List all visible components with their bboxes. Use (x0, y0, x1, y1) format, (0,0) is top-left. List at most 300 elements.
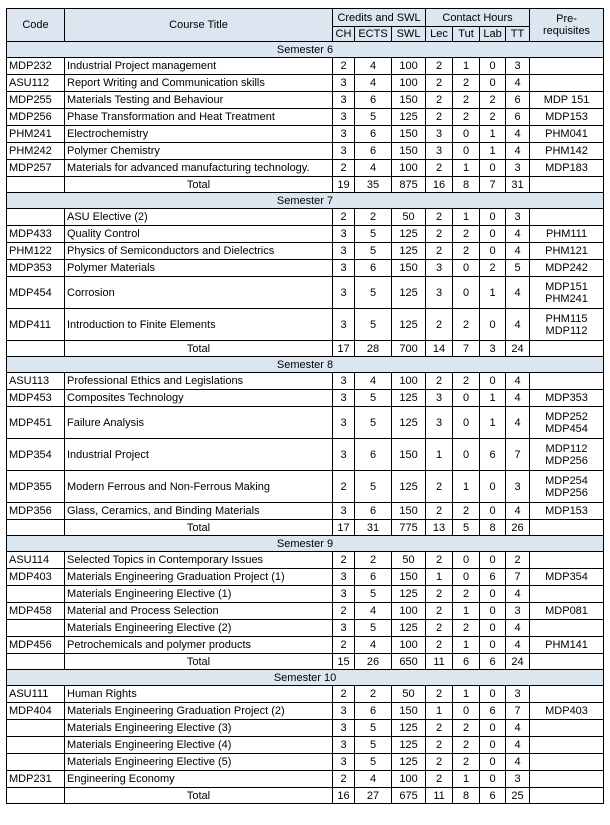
course-ects: 2 (355, 552, 392, 569)
course-title: Introduction to Finite Elements (65, 309, 333, 341)
course-row (7, 620, 604, 637)
course-title-header: Course Title (65, 9, 333, 42)
semester-header-row (7, 42, 604, 58)
course-lec: 2 (426, 92, 453, 109)
course-tut: 0 (453, 439, 480, 471)
course-lab: 0 (480, 771, 506, 788)
course-ects: 6 (355, 126, 392, 143)
course-ects: 6 (355, 703, 392, 720)
course-lec: 2 (426, 552, 453, 569)
course-ects: 5 (355, 586, 392, 603)
course-tut: 2 (453, 109, 480, 126)
course-lab: 0 (480, 58, 506, 75)
course-prerequisites (530, 109, 604, 126)
total-ects: 26 (355, 654, 392, 670)
course-row (7, 309, 604, 341)
course-lab: 0 (480, 226, 506, 243)
course-lab: 0 (480, 75, 506, 92)
total-label: Total (65, 520, 333, 536)
course-title: Electrochemistry (65, 126, 333, 143)
course-swl: 100 (392, 373, 426, 390)
course-title: Materials Engineering Graduation Project (1) (65, 569, 333, 586)
course-row (7, 109, 604, 126)
course-lab: 0 (480, 309, 506, 341)
total-tt: 25 (506, 788, 530, 804)
course-swl: 100 (392, 160, 426, 177)
course-title: Composites Technology (65, 390, 333, 407)
course-swl: 125 (392, 243, 426, 260)
course-prerequisites (530, 620, 604, 637)
course-title: Quality Control (65, 226, 333, 243)
course-tt: 4 (506, 503, 530, 520)
course-lab: 1 (480, 143, 506, 160)
prerequisite-code: PHM111 (545, 228, 588, 240)
course-ects: 5 (355, 720, 392, 737)
total-lec: 16 (426, 177, 453, 193)
course-tut: 1 (453, 160, 480, 177)
total-label: Total (65, 788, 333, 804)
course-row (7, 737, 604, 754)
course-tut: 2 (453, 226, 480, 243)
course-tut: 1 (453, 58, 480, 75)
course-swl: 50 (392, 552, 426, 569)
course-prerequisites (530, 226, 604, 243)
course-tt: 4 (506, 277, 530, 309)
course-tut: 0 (453, 569, 480, 586)
course-swl: 125 (392, 226, 426, 243)
course-prerequisites (530, 92, 604, 109)
course-lec: 2 (426, 586, 453, 603)
course-lab: 0 (480, 373, 506, 390)
course-code: ASU113 (7, 373, 65, 390)
semester-header-row (7, 193, 604, 209)
prerequisite-code: MDP 151 (543, 94, 590, 106)
course-title: Polymer Chemistry (65, 143, 333, 160)
course-swl: 100 (392, 637, 426, 654)
course-tt: 3 (506, 209, 530, 226)
total-swl: 775 (392, 520, 426, 536)
course-lec: 2 (426, 686, 453, 703)
course-prerequisites (530, 75, 604, 92)
course-prerequisites (530, 586, 604, 603)
total-row (7, 788, 604, 804)
course-ch: 3 (333, 75, 355, 92)
course-swl: 150 (392, 439, 426, 471)
course-ch: 3 (333, 126, 355, 143)
course-lab: 0 (480, 243, 506, 260)
course-prerequisites (530, 439, 604, 471)
course-lec: 2 (426, 58, 453, 75)
course-code: MDP411 (7, 309, 65, 341)
course-code: MDP257 (7, 160, 65, 177)
course-code: PHM242 (7, 143, 65, 160)
course-title: Physics of Semiconductors and Dielectrics (65, 243, 333, 260)
course-lab: 2 (480, 92, 506, 109)
course-ects: 5 (355, 277, 392, 309)
course-lec: 2 (426, 503, 453, 520)
course-lec: 3 (426, 260, 453, 277)
prerequisite-code: PHM041 (545, 128, 588, 140)
course-lab: 6 (480, 439, 506, 471)
course-prerequisites (530, 471, 604, 503)
total-lab: 7 (480, 177, 506, 193)
semester-title: Semester 7 (7, 193, 604, 209)
course-lec: 2 (426, 637, 453, 654)
course-title: Phase Transformation and Heat Treatment (65, 109, 333, 126)
course-tut: 1 (453, 603, 480, 620)
course-prerequisites (530, 720, 604, 737)
course-swl: 125 (392, 471, 426, 503)
course-swl: 150 (392, 503, 426, 520)
course-ch: 2 (333, 471, 355, 503)
course-ch: 3 (333, 503, 355, 520)
course-swl: 50 (392, 686, 426, 703)
course-ch: 3 (333, 586, 355, 603)
course-title: Professional Ethics and Legislations (65, 373, 333, 390)
total-lec: 13 (426, 520, 453, 536)
course-lec: 1 (426, 703, 453, 720)
course-ects: 5 (355, 226, 392, 243)
course-title: Polymer Materials (65, 260, 333, 277)
course-lab: 0 (480, 586, 506, 603)
course-ects: 5 (355, 620, 392, 637)
course-lec: 2 (426, 226, 453, 243)
total-prereq-blank (530, 177, 604, 193)
course-lab: 6 (480, 569, 506, 586)
course-tut: 2 (453, 503, 480, 520)
total-code-blank (7, 177, 65, 193)
course-swl: 125 (392, 277, 426, 309)
course-code: MDP433 (7, 226, 65, 243)
course-tt: 3 (506, 160, 530, 177)
course-prerequisites (530, 373, 604, 390)
course-prerequisites (530, 243, 604, 260)
total-ch: 16 (333, 788, 355, 804)
total-lab: 6 (480, 654, 506, 670)
course-lec: 2 (426, 243, 453, 260)
course-lec: 2 (426, 160, 453, 177)
course-lab: 1 (480, 390, 506, 407)
course-lec: 2 (426, 603, 453, 620)
course-code: MDP404 (7, 703, 65, 720)
course-prerequisites (530, 569, 604, 586)
course-ch: 3 (333, 260, 355, 277)
course-ects: 6 (355, 143, 392, 160)
total-swl: 875 (392, 177, 426, 193)
total-prereq-blank (530, 520, 604, 536)
course-ch: 3 (333, 439, 355, 471)
course-title: Glass, Ceramics, and Binding Materials (65, 503, 333, 520)
course-tut: 0 (453, 260, 480, 277)
total-row (7, 177, 604, 193)
total-row (7, 341, 604, 357)
course-tut: 1 (453, 209, 480, 226)
total-tt: 24 (506, 341, 530, 357)
course-prerequisites (530, 686, 604, 703)
course-tut: 1 (453, 637, 480, 654)
prerequisite-code: PHM121 (545, 245, 588, 257)
course-prerequisites (530, 143, 604, 160)
lec-header: Lec (426, 27, 453, 42)
course-lab: 0 (480, 637, 506, 654)
course-code: MDP458 (7, 603, 65, 620)
semester-header-row (7, 357, 604, 373)
course-lec: 2 (426, 209, 453, 226)
course-lec: 2 (426, 737, 453, 754)
total-ch: 19 (333, 177, 355, 193)
total-row (7, 520, 604, 536)
prerequisite-code: MDP112 (545, 324, 588, 337)
course-lec: 1 (426, 569, 453, 586)
course-prerequisites (530, 737, 604, 754)
course-lec: 3 (426, 126, 453, 143)
prerequisite-code: PHM115 (545, 312, 588, 325)
course-ch: 3 (333, 737, 355, 754)
course-lab: 1 (480, 407, 506, 439)
course-prerequisites (530, 126, 604, 143)
prerequisite-code: MDP153 (545, 505, 588, 517)
total-tut: 8 (453, 788, 480, 804)
course-ects: 5 (355, 390, 392, 407)
prerequisite-code: PHM241 (545, 292, 588, 305)
course-lab: 1 (480, 277, 506, 309)
course-prerequisites (530, 260, 604, 277)
course-swl: 150 (392, 92, 426, 109)
course-tut: 0 (453, 407, 480, 439)
course-ch: 3 (333, 277, 355, 309)
course-code: MDP256 (7, 109, 65, 126)
course-prerequisites (530, 637, 604, 654)
course-ch: 3 (333, 373, 355, 390)
prerequisite-code: MDP252 (545, 410, 588, 423)
total-row (7, 654, 604, 670)
course-code (7, 209, 65, 226)
course-ch: 3 (333, 92, 355, 109)
course-title: Industrial Project management (65, 58, 333, 75)
tut-header: Tut (453, 27, 480, 42)
course-ects: 4 (355, 75, 392, 92)
course-tt: 4 (506, 243, 530, 260)
course-code: MDP231 (7, 771, 65, 788)
swl-header: SWL (392, 27, 426, 42)
semester-header-row (7, 536, 604, 552)
course-ch: 3 (333, 143, 355, 160)
course-row (7, 586, 604, 603)
course-lec: 3 (426, 407, 453, 439)
course-code: MDP403 (7, 569, 65, 586)
prerequisite-code: PHM142 (545, 145, 588, 157)
course-title: Materials for advanced manufacturing technology. (65, 160, 333, 177)
total-code-blank (7, 341, 65, 357)
course-row (7, 569, 604, 586)
course-row (7, 439, 604, 471)
course-title: Material and Process Selection (65, 603, 333, 620)
course-tt: 4 (506, 226, 530, 243)
course-swl: 100 (392, 771, 426, 788)
course-ects: 4 (355, 373, 392, 390)
total-ects: 31 (355, 520, 392, 536)
course-title: Materials Engineering Elective (3) (65, 720, 333, 737)
course-row (7, 754, 604, 771)
total-prereq-blank (530, 788, 604, 804)
prerequisite-code: MDP242 (545, 262, 588, 274)
course-row (7, 160, 604, 177)
course-lab: 0 (480, 471, 506, 503)
course-tt: 6 (506, 92, 530, 109)
course-title: Human Rights (65, 686, 333, 703)
course-tt: 7 (506, 703, 530, 720)
course-ects: 4 (355, 160, 392, 177)
course-ects: 4 (355, 637, 392, 654)
total-lab: 3 (480, 341, 506, 357)
course-tt: 2 (506, 552, 530, 569)
course-ch: 2 (333, 603, 355, 620)
course-lec: 2 (426, 309, 453, 341)
course-code: MDP356 (7, 503, 65, 520)
course-title: Materials Engineering Elective (5) (65, 754, 333, 771)
course-title: Materials Engineering Graduation Project (2) (65, 703, 333, 720)
course-title: Materials Engineering Elective (1) (65, 586, 333, 603)
total-lab: 6 (480, 788, 506, 804)
course-ch: 2 (333, 552, 355, 569)
course-code (7, 720, 65, 737)
course-ch: 2 (333, 160, 355, 177)
course-tt: 3 (506, 771, 530, 788)
course-prerequisites (530, 407, 604, 439)
course-row (7, 407, 604, 439)
course-lab: 0 (480, 620, 506, 637)
course-tt: 5 (506, 260, 530, 277)
course-code: ASU112 (7, 75, 65, 92)
course-row (7, 552, 604, 569)
course-lab: 2 (480, 109, 506, 126)
course-lec: 2 (426, 620, 453, 637)
course-lab: 1 (480, 126, 506, 143)
course-swl: 125 (392, 407, 426, 439)
course-ch: 2 (333, 686, 355, 703)
course-row (7, 226, 604, 243)
course-title: Materials Engineering Elective (2) (65, 620, 333, 637)
course-lab: 0 (480, 720, 506, 737)
course-tt: 4 (506, 143, 530, 160)
course-lab: 0 (480, 503, 506, 520)
total-lab: 8 (480, 520, 506, 536)
course-swl: 125 (392, 620, 426, 637)
course-ch: 3 (333, 309, 355, 341)
course-row (7, 603, 604, 620)
course-lec: 2 (426, 109, 453, 126)
course-code: MDP451 (7, 407, 65, 439)
course-row (7, 373, 604, 390)
course-ch: 2 (333, 637, 355, 654)
course-prerequisites (530, 309, 604, 341)
total-prereq-blank (530, 341, 604, 357)
course-prerequisites (530, 552, 604, 569)
semester-title: Semester 9 (7, 536, 604, 552)
course-lec: 2 (426, 373, 453, 390)
total-swl: 675 (392, 788, 426, 804)
course-swl: 125 (392, 586, 426, 603)
course-lab: 0 (480, 552, 506, 569)
course-lab: 0 (480, 737, 506, 754)
course-code (7, 586, 65, 603)
prerequisite-code: MDP403 (545, 705, 588, 717)
course-ch: 3 (333, 620, 355, 637)
course-tut: 2 (453, 620, 480, 637)
total-ch: 15 (333, 654, 355, 670)
code-header: Code (7, 9, 65, 42)
course-title: Petrochemicals and polymer products (65, 637, 333, 654)
course-title: Failure Analysis (65, 407, 333, 439)
course-ch: 3 (333, 390, 355, 407)
course-lab: 0 (480, 603, 506, 620)
total-ects: 35 (355, 177, 392, 193)
course-swl: 100 (392, 75, 426, 92)
course-ch: 3 (333, 407, 355, 439)
course-code (7, 737, 65, 754)
course-tt: 4 (506, 720, 530, 737)
course-prerequisites (530, 58, 604, 75)
course-ects: 4 (355, 603, 392, 620)
course-code: MDP355 (7, 471, 65, 503)
course-row (7, 92, 604, 109)
prerequisite-code: PHM141 (545, 639, 588, 651)
course-row (7, 471, 604, 503)
course-ects: 5 (355, 309, 392, 341)
course-prerequisites (530, 277, 604, 309)
prerequisites-header: Pre- requisites (530, 9, 604, 42)
plan-body (7, 42, 604, 804)
course-tt: 6 (506, 109, 530, 126)
course-prerequisites (530, 390, 604, 407)
course-title: Industrial Project (65, 439, 333, 471)
course-lec: 1 (426, 439, 453, 471)
course-tut: 2 (453, 754, 480, 771)
course-row (7, 637, 604, 654)
course-tut: 2 (453, 373, 480, 390)
course-lab: 0 (480, 209, 506, 226)
course-ch: 3 (333, 720, 355, 737)
prerequisite-code: MDP153 (545, 111, 588, 123)
course-tt: 3 (506, 603, 530, 620)
total-ch: 17 (333, 520, 355, 536)
total-tut: 8 (453, 177, 480, 193)
course-lec: 2 (426, 771, 453, 788)
course-ch: 3 (333, 243, 355, 260)
semester-title: Semester 10 (7, 670, 604, 686)
course-lec: 2 (426, 471, 453, 503)
course-title: Materials Testing and Behaviour (65, 92, 333, 109)
course-tut: 0 (453, 126, 480, 143)
course-tt: 4 (506, 637, 530, 654)
course-tut: 0 (453, 143, 480, 160)
course-ects: 2 (355, 686, 392, 703)
course-row (7, 720, 604, 737)
course-ch: 2 (333, 209, 355, 226)
course-tut: 1 (453, 771, 480, 788)
course-code: MDP232 (7, 58, 65, 75)
ects-header: ECTS (355, 27, 392, 42)
course-lec: 3 (426, 390, 453, 407)
course-row (7, 503, 604, 520)
course-prerequisites (530, 771, 604, 788)
course-row (7, 75, 604, 92)
total-ects: 28 (355, 341, 392, 357)
course-prerequisites (530, 209, 604, 226)
course-row (7, 260, 604, 277)
course-title: Report Writing and Communication skills (65, 75, 333, 92)
total-label: Total (65, 654, 333, 670)
